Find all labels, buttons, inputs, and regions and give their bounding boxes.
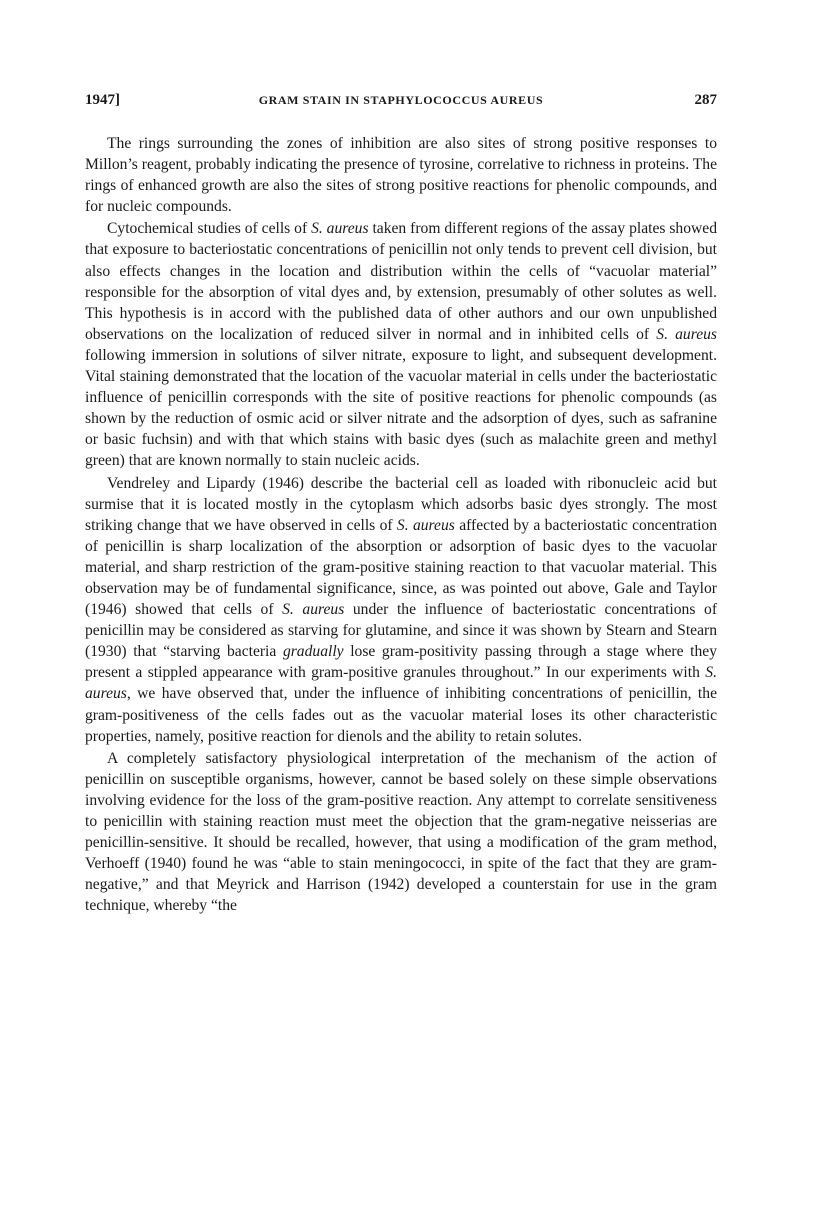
paragraph-2 <box>85 218 717 471</box>
italic-run: S. aureus <box>85 664 717 703</box>
page-number: 287 <box>694 92 717 108</box>
text-run: lose gram-positivity passing through a stage where they present a stippled appearance with gram-positive granules throughout.” In our experiments with <box>85 643 717 682</box>
italic-run: S. aureus <box>311 220 369 238</box>
paragraph-3 <box>85 473 717 747</box>
text-run: , we have observed that, under the influence of inhibiting concentrations of penicillin, the gram-positiveness of the cells fades out as the vacuolar material loses its other characteristic properties, namely, positive reaction for dienols and the ability to retain solutes. <box>85 685 717 745</box>
italic-run: S. aureus <box>656 325 717 343</box>
text-run: Vendreley and Lipardy (1946) describe the bacterial cell as loaded with ribonucleic acid but surmise that it is located mostly in the cytoplasm which adsorbs basic dyes strongly. The most striking change that we have observed in cells of <box>85 474 717 534</box>
article-body <box>85 133 717 916</box>
running-header <box>85 92 717 116</box>
page <box>85 92 717 916</box>
text-run: taken from different regions of the assay plates showed that exposure to bacteriostatic concentrations of penicillin not only tends to prevent cell division, but also effects changes in the location and distribution within the cells of “vacuolar material” responsible for the absorption of vital dyes and, by extension, presumably of other solutes as well. This hypothesis is in accord with the published data of other authors and our own unpublished observations on the localization of reduced silver in normal and in inhibited cells of <box>85 220 717 343</box>
running-title: GRAM STAIN IN STAPHYLOCOCCUS AUREUS <box>258 93 544 107</box>
text-run: Cytochemical studies of cells of <box>107 220 312 238</box>
text-run: under the influence of bacteriostatic concentrations of penicillin may be considered as starving for glutamine, and since it was shown by Stearn and Stearn (1930) that “starving bacteria <box>85 601 718 661</box>
paragraph-4 <box>85 748 717 917</box>
text-run: A completely satisfactory physiological interpretation of the mechanism of the action of penicillin on susceptible organisms, however, cannot be based solely on these simple observations involving evidence for the loss of the gram-positive reaction. Any attempt to correlate sensitiveness to penicillin with staining reaction must meet the objection that the gram-negative neisserias are penicillin-sensitive. It should be recalled, however, that using a modification of the gram method, Verhoeff (1940) found he was “able to stain meningococci, in spite of the fact that they are gram-negative,” and that Meyrick and Harrison (1942) developed a counterstain for use in the gram technique, whereby “the <box>85 749 717 915</box>
paragraph-1 <box>85 133 717 217</box>
volume-year: 1947] <box>85 92 120 108</box>
text-run: The rings surrounding the zones of inhibition are also sites of strong positive responses to Millon’s reagent, probably indicating the presence of tyrosine, correlative to richness in proteins. The rings of enhanced growth are also the sites of strong positive reactions for phenolic compounds, and for nucleic compounds. <box>85 135 717 216</box>
italic-run: S. aureus <box>396 516 455 534</box>
italic-run: gradually <box>282 643 344 661</box>
text-run: following immersion in solutions of silver nitrate, exposure to light, and subsequent development. Vital staining demonstrated that the location of the vacuolar material in cells under the bacteriostatic influence of penicillin corresponds with the site of positive reactions for phenolic compounds (as shown by the reduction of osmic acid or silver nitrate and the adsorption of dyes, such as safranine or basic fuchsin) and with that which stains with basic dyes (such as malachite green and methyl green) that are known normally to stain nucleic acids. <box>85 346 717 470</box>
italic-run: S. aureus <box>282 601 345 619</box>
text-run: affected by a bacteriostatic concentration of penicillin is sharp localization of the absorption or adsorption of basic dyes to the vacuolar material, and sharp restriction of the gram-positive staining reaction to that vacuolar material. This observation may be of fundamental significance, since, as was pointed out above, Gale and Taylor (1946) showed that cells of <box>85 516 717 619</box>
